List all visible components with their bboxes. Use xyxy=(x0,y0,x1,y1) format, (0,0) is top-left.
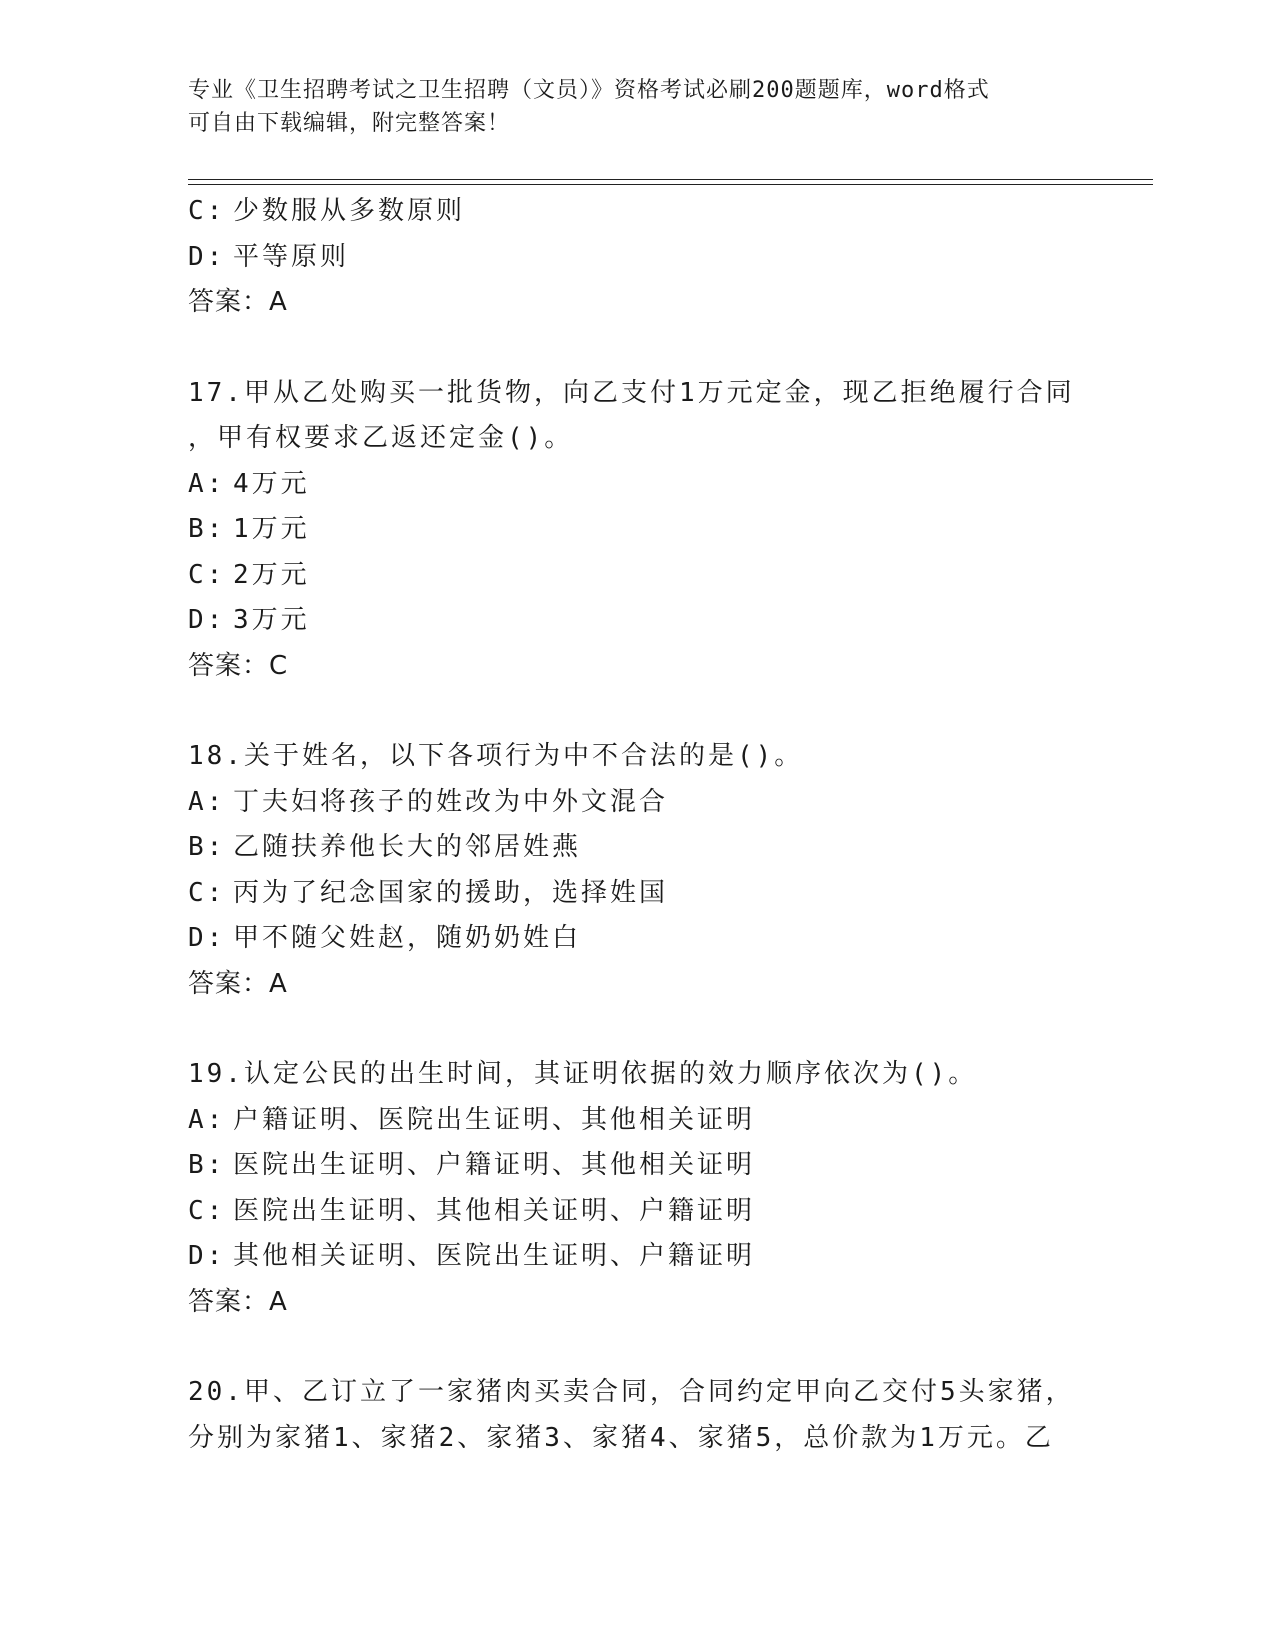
answer-line: 答案：C xyxy=(188,650,289,681)
question-19-stem: 19.认定公民的出生时间，其证明依据的效力顺序依次为()。 xyxy=(188,1059,978,1089)
option-d: D: 甲不随父姓赵，随奶奶姓白 xyxy=(188,923,582,953)
option-c: C: 丙为了纪念国家的援助，选择姓国 xyxy=(188,877,669,908)
document-header xyxy=(188,74,1088,140)
answer-line: 答案：A xyxy=(188,968,288,999)
header-divider-bottom xyxy=(188,184,1153,185)
question-17-stem: 17.甲从乙处购买一批货物，向乙支付1万元定金，现乙拒绝履行合同 xyxy=(188,377,1075,408)
option-b: B: 乙随扶养他长大的邻居姓燕 xyxy=(188,832,582,862)
question-20-stem: 20.甲、乙订立了一家猪肉买卖合同，合同约定甲向乙交付5头家猪， xyxy=(188,1377,1075,1407)
option-b: B: 1万元 xyxy=(188,514,310,544)
option-d: D: 其他相关证明、医院出生证明、户籍证明 xyxy=(188,1241,756,1271)
option-a: A: 户籍证明、医院出生证明、其他相关证明 xyxy=(188,1104,756,1135)
option-b: B: 医院出生证明、户籍证明、其他相关证明 xyxy=(188,1150,756,1180)
option-c: C: 2万元 xyxy=(188,559,310,590)
question-20-stem-cont: 分别为家猪1、家猪2、家猪3、家猪4、家猪5，总价款为1万元。乙 xyxy=(188,1422,1054,1453)
header-divider-top xyxy=(188,179,1153,180)
answer-line: 答案：A xyxy=(188,287,288,317)
option-a: A: 4万元 xyxy=(188,468,310,499)
option-d: D: 3万元 xyxy=(188,605,310,635)
option-c: C: 少数服从多数原则 xyxy=(188,196,466,226)
header-line-2: 可自由下载编辑，附完整答案！ xyxy=(188,111,511,136)
question-17-stem-cont: ，甲有权要求乙返还定金()。 xyxy=(188,423,574,453)
option-d: D: 平等原则 xyxy=(188,241,350,272)
answer-line: 答案：A xyxy=(188,1286,288,1317)
question-18-stem: 18.关于姓名，以下各项行为中不合法的是()。 xyxy=(188,741,804,771)
option-c: C: 医院出生证明、其他相关证明、户籍证明 xyxy=(188,1195,756,1226)
header-line-1: 专业《卫生招聘考试之卫生招聘（文员）》资格考试必刷200题题库，word格式 xyxy=(188,78,990,103)
option-a: A: 丁夫妇将孩子的姓改为中外文混合 xyxy=(188,786,669,817)
question-content xyxy=(188,189,1148,1461)
